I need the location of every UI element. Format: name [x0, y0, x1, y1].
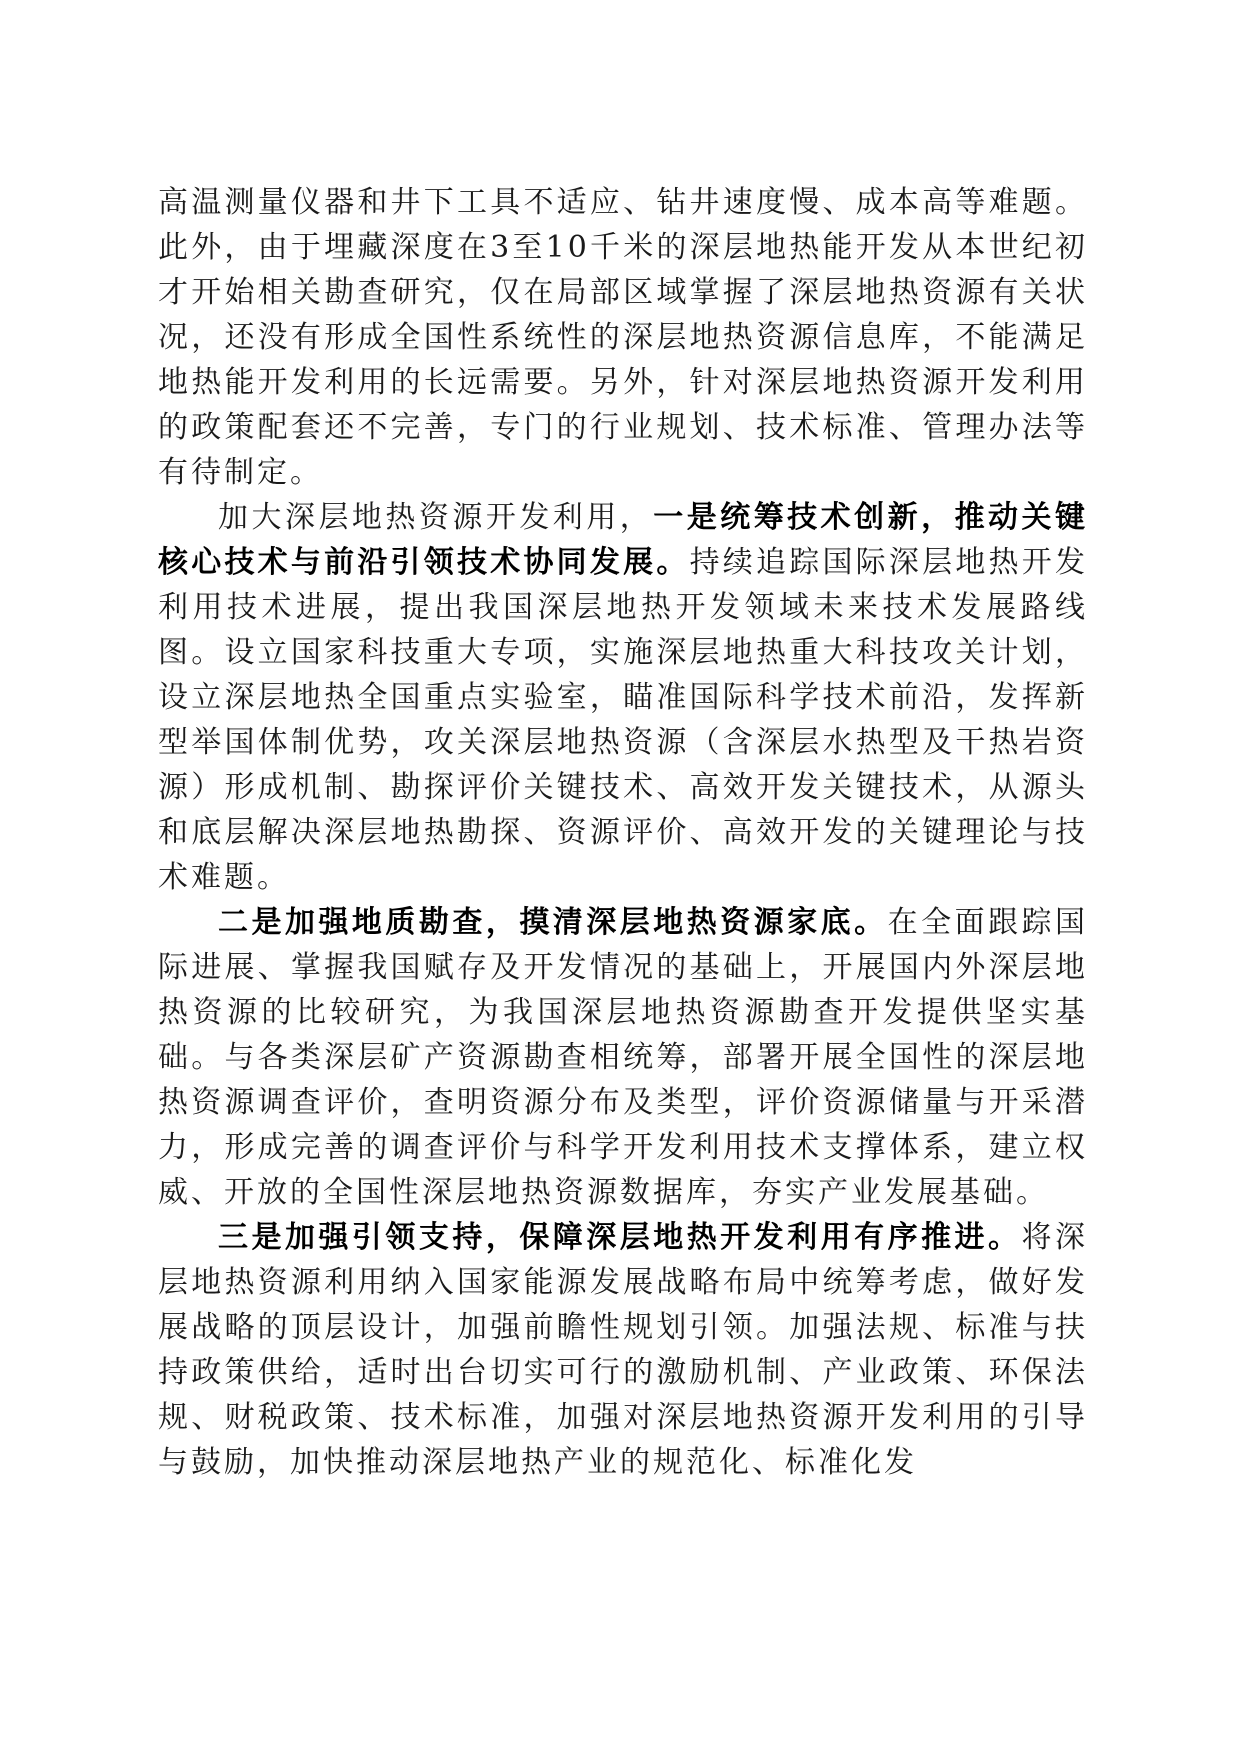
- document-page: [158, 180, 1088, 1485]
- paragraph-intro: 加大深层地热资源开发利用，: [218, 500, 654, 535]
- paragraph-body: 将深层地热资源利用纳入国家能源发展战略布局中统筹考虑，做好发展战略的顶层设计，加强前瞻性规划引领。加强法规、标准与扶持政策供给，适时出台切实可行的激励机制、产业政策、环保法规、财税政策、技术标准，加强对深层地热资源开发利用的引导与鼓励，加快推动深层地热产业的规范化、标准化发: [158, 1220, 1089, 1480]
- paragraph-body: 高温测量仪器和井下工具不适应、钻井速度慢、成本高等难题。此外，由于埋藏深度在3至10千米的深层地热能开发从本世纪初才开始相关勘查研究，仅在局部区域掌握了深层地热资源有关状况，还没有形成全国性系统性的深层地热资源信息库，不能满足地热能开发利用的长远需要。另外，针对深层地热资源开发利用的政策配套还不完善，专门的行业规划、技术标准、管理办法等有待制定。: [158, 185, 1088, 490]
- paragraph-body: 在全面跟踪国际进展、掌握我国赋存及开发情况的基础上，开展国内外深层地热资源的比较研究，为我国深层地热资源勘查开发提供坚实基础。与各类深层矿产资源勘查相统筹，部署开展全国性的深层地热资源调查评价，查明资源分布及类型，评价资源储量与开采潜力，形成完善的调查评价与科学开发利用技术支撑体系，建立权威、开放的全国性深层地热资源数据库，夯实产业发展基础。: [158, 905, 1089, 1210]
- paragraph-lead-heading: 二是加强地质勘查，摸清深层地热资源家底。: [218, 905, 888, 940]
- paragraph-lead-heading: 一是统筹技术创新，推动关键核心技术与前沿引领技术协同发展。: [158, 500, 1089, 580]
- paragraph-lead-heading: 三是加强引领支持，保障深层地热开发利用有序推进。: [218, 1220, 1022, 1255]
- paragraph-challenges: [158, 180, 1088, 495]
- paragraph-geological-survey: [158, 900, 1088, 1215]
- paragraph-policy-support: [158, 1215, 1088, 1485]
- paragraph-body: 持续追踪国际深层地热开发利用技术进展，提出我国深层地热开发领域未来技术发展路线图。设立国家科技重大专项，实施深层地热重大科技攻关计划，设立深层地热全国重点实验室，瞄准国际科学技术前沿，发挥新型举国体制优势，攻关深层地热资源（含深层水热型及干热岩资源）形成机制、勘探评价关键技术、高效开发关键技术，从源头和底层解决深层地热勘探、资源评价、高效开发的关键理论与技术难题。: [158, 545, 1089, 895]
- paragraph-tech-innovation: [158, 495, 1088, 900]
